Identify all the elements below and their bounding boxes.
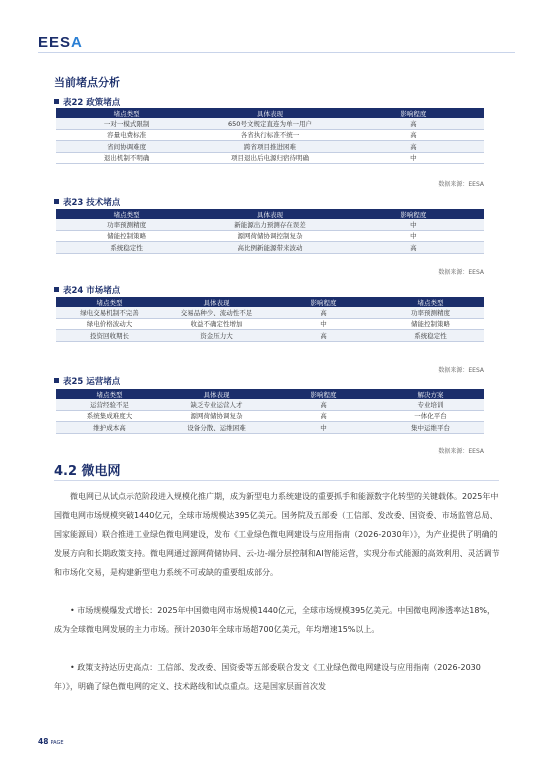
table-row: 投资回收期长 资金压力大 高 系统稳定性 [56,330,484,342]
column-header: 影响程度 [310,390,337,399]
bullet-paragraph: • 市场规模爆发式增长：2025年中国微电网市场规模1440亿元，全球市场规模395亿美元。中国微电网渗透率达18%，成为全球微电网发展的主力市场。预计2030年全球市场超700亿美元，年均增速15%以上。 [54,606,496,634]
column-header: 解决方案 [417,390,444,399]
bullet-paragraph: • 政策支持达历史高点：工信部、发改委、国资委等五部委联合发文《工业绿色微电网建设与应用指南（2026-2030年）》，明确了绿色微电网的定义、技术路线和试点重点。这是国家层面首次发 [54,663,481,691]
column-header: 影响程度 [400,210,427,219]
table-row: 储能控制策略 源网荷储协调控制复杂 中 [56,230,484,242]
column-header: 堵点类型 [417,298,444,307]
page-footer [38,737,64,746]
column-header: 具体表现 [203,298,230,307]
column-header: 影响程度 [400,109,427,118]
table-row: 运营经验不足 缺乏专业运营人才 高 专业培训 [56,399,484,410]
table-row: 绿电价格波动大 收益不确定性增加 中 储能控制策略 [56,318,484,330]
table-row: 系统稳定性 高比例新能源带来波动 高 [56,242,484,254]
table-23 [56,209,484,254]
table-header-row [56,209,484,219]
table-header-row [56,389,484,399]
table-header-row [56,108,484,118]
column-header: 具体表现 [203,390,230,399]
table-row: 维护成本高 设备分散、运维困难 中 集中运维平台 [56,422,484,434]
table-24-title: 表24 市场堵点 [54,284,120,296]
table-row: 一对一模式限制 650号文规定直连为单一用户 高 [56,118,484,129]
table-24 [56,297,484,342]
table-24-source: 数据来源：EESA [438,367,484,374]
table-23-title: 表23 技术堵点 [54,196,120,208]
page-number: 48 [38,737,49,746]
section-title: 当前堵点分析 [54,76,120,89]
column-header: 具体表现 [256,210,283,219]
table-25-title: 表25 运营堵点 [54,375,120,387]
table-23-source: 数据来源：EESA [438,269,484,276]
table-row: 绿电交易机制不完善 交易品种少、流动性不足 高 功率预测精度 [56,307,484,318]
table-header-row [56,297,484,307]
column-header: 影响程度 [310,298,337,307]
page-label: PAGE [50,740,64,746]
table-row: 退出机制不明确 项目退出后电源归宿待明确 中 [56,152,484,164]
table-22-title: 表22 政策堵点 [54,96,120,108]
column-header: 堵点类型 [113,109,140,118]
eesa-logo: EESA [38,34,83,51]
header-divider [38,52,515,53]
chapter-title: 4.2 微电网 [54,464,121,479]
chapter-divider [54,480,499,481]
column-header: 堵点类型 [113,210,140,219]
table-25-source: 数据来源：EESA [438,448,484,455]
table-row: 系统集成难度大 源网荷储协调复杂 高 一体化平台 [56,410,484,422]
column-header: 具体表现 [256,109,283,118]
table-row: 省间协调难度 跨省项目推进困难 高 [56,141,484,153]
table-25 [56,389,484,434]
body-paragraph: 微电网已从试点示范阶段进入规模化推广期，成为新型电力系统建设的重要抓手和能源数字化转型的关键载体。2025年中国微电网市场规模突破1440亿元，全球市场规模达395亿美元。国务院及五部委（工信部、发改委、国资委、市场监管总局、国家能源局）联合推进工业绿色微电网建设，发布《工业绿色微电网建设与应用指南（2026-2030年）》，为产业提供了明确的发展方向和长期政策支持。微电网通过源网荷储协同、云-边-端分层控制和AI智能运营，实现分布式能源的高效利用、灵活调节和市场化交易，是构建新型电力系统不可或缺的重要组成部分。 [54,492,500,577]
table-22 [56,108,484,164]
table-row: 容量电费标准 各省执行标准不统一 高 [56,129,484,141]
table-22-source: 数据来源：EESA [438,181,484,188]
table-row: 功率预测精度 新能源出力预测存在误差 中 [56,219,484,230]
column-header: 堵点类型 [96,298,123,307]
column-header: 堵点类型 [96,390,123,399]
